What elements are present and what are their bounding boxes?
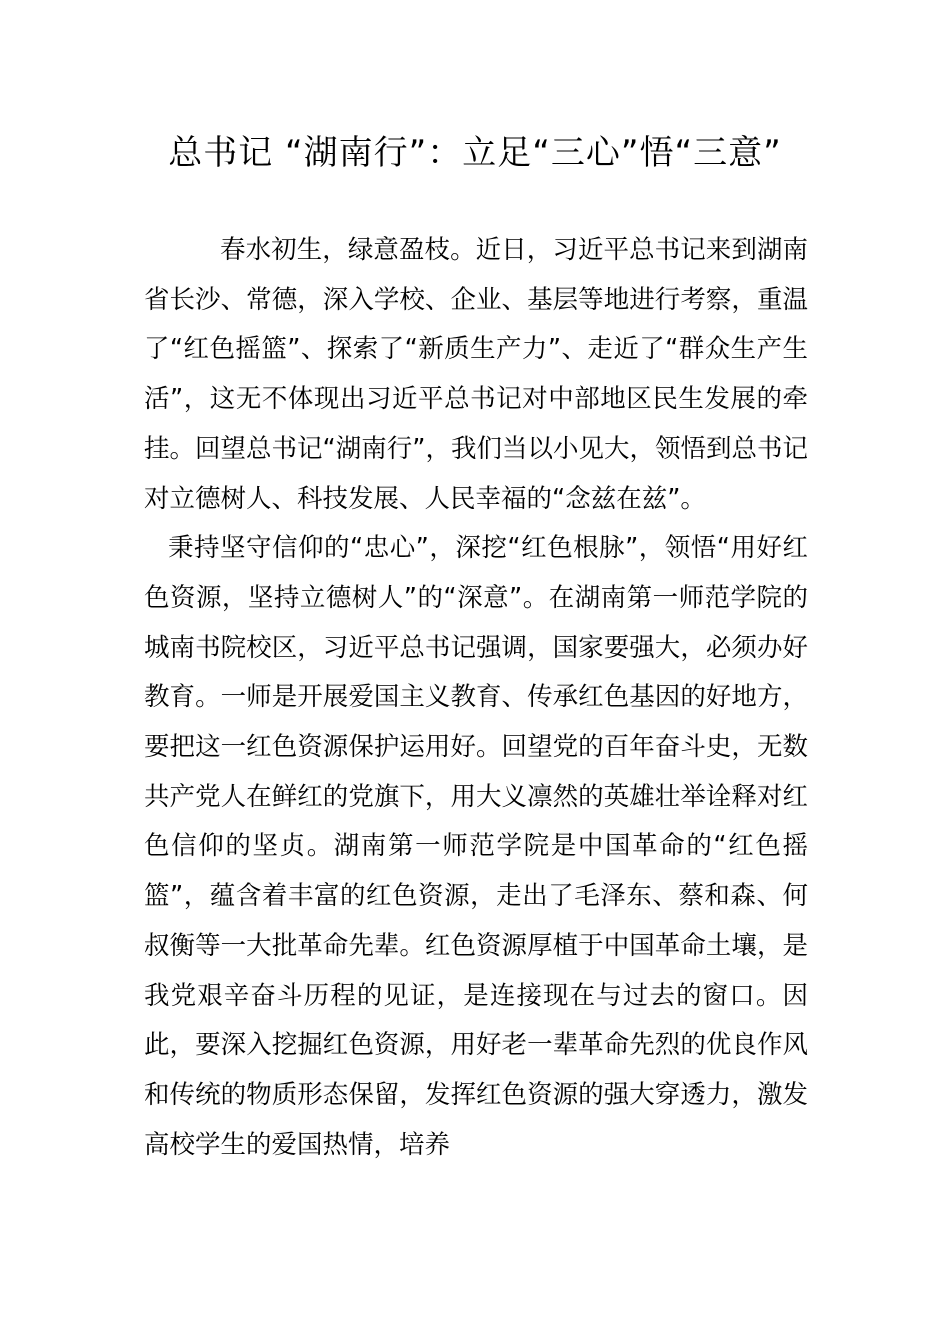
paragraph-1: 春水初生，绿意盈枝。近日，习近平总书记来到湖南省长沙、常德，深入学校、企业、基层等地进行考察，重温了“红色摇篮”、探索了“新质生产力”、走近了“群众生产生活”，这无不体现出习近平总书记对中部地区民生发展的牵挂。回望总书记“湖南行”，我们当以小见大，领悟到总书记对立德树人、科技发展、人民幸福的“念兹在兹”。 <box>144 235 808 514</box>
document-body <box>144 226 808 1170</box>
paragraph-2: 秉持坚守信仰的“忠心”，深挖“红色根脉”，领悟“用好红色资源，坚持立德树人”的“深意”。在湖南第一师范学院的城南书院校区，习近平总书记强调，国家要强大，必须办好教育。一师是开展爱国主义教育、传承红色基因的好地方，要把这一红色资源保护运用好。回望党的百年奋斗史，无数共产党人在鲜红的党旗下，用大义凛然的英雄壮举诠释对红色信仰的坚贞。湖南第一师范学院是中国革命的“红色摇篮”，蕴含着丰富的红色资源，走出了毛泽东、蔡和森、何叔衡等一大批革命先辈。红色资源厚植于中国革命土壤，是我党艰辛奋斗历程的见证，是连接现在与过去的窗口。因此，要深入挖掘红色资源，用好老一辈革命先烈的优良作风和传统的物质形态保留，发挥红色资源的强大穿透力，激发高校学生的爱国热情，培养 <box>144 533 808 1160</box>
document-title: 总书记 “湖南行”：立足“三心”悟“三意” <box>168 133 782 173</box>
